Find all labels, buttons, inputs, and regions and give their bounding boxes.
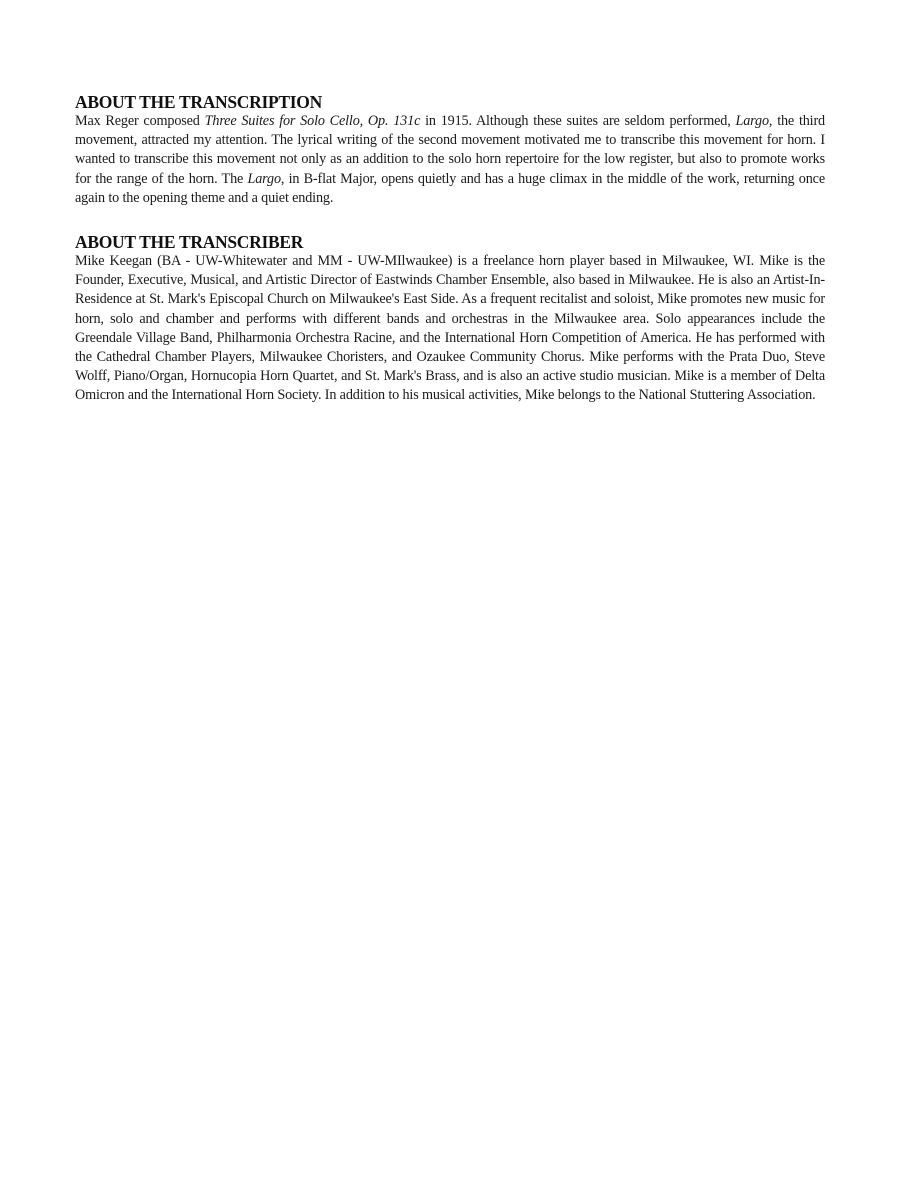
transcription-text-segment: Max Reger composed	[75, 113, 205, 129]
transcription-text-segment: in 1915. Although these suites are seldom performed,	[420, 113, 736, 129]
largo-italic: Largo	[247, 170, 281, 187]
about-transcriber-section	[75, 232, 825, 406]
about-transcriber-heading: ABOUT THE TRANSCRIBER	[75, 232, 304, 253]
about-transcriber-paragraph: Mike Keegan (BA - UW-Whitewater and MM - UW-MIlwaukee) is a freelance horn player based in Milwaukee, WI. Mike is the Founder, Executive, Musical, and Artistic Director of Eastwinds Chamber Ensemble, also based in Milwaukee. He is also an Artist-In-Residence at St. Mark's Episcopal Church on Milwaukee's East Side. As a frequent recitalist and soloist, Mike promotes new music for horn, solo and chamber and performs with different bands and orchestras in the Milwaukee area. Solo appearances include the Greendale Village Band, Philharmonia Orchestra Racine, and the International Horn Competition of America. He has performed with the Cathedral Chamber Players, Milwaukee Choristers, and Ozaukee Community Chorus. Mike performs with the Prata Duo, Steve Wolff, Piano/Organ, Hornucopia Horn Quartet, and St. Mark's Brass, and is also an active studio musician. Mike is a member of Delta Omicron and the International Horn Society. In addition to his musical activities, Mike belongs to the National Stuttering Association.	[75, 253, 825, 404]
largo-italic: Largo	[735, 113, 769, 129]
work-title-italic: Three Suites for Solo Cello, Op. 131c	[204, 113, 421, 129]
about-transcription-section	[75, 92, 825, 208]
transcription-text-segment: , the third movement, attracted my attention. The lyrical writing of the second movement motivated me to transcribe this movement for horn. I wanted to transcribe this movement not only as an addition to the solo horn repertoire for the low register, but also to promote works for the range of the horn. The	[75, 113, 825, 187]
transcription-text-segment: , in B-flat Major, opens quietly and has a huge climax in the middle of the work, returning once again to the opening theme and a quiet ending.	[75, 170, 825, 206]
about-transcription-paragraph	[75, 112, 825, 208]
about-transcription-heading: ABOUT THE TRANSCRIPTION	[75, 92, 322, 112]
